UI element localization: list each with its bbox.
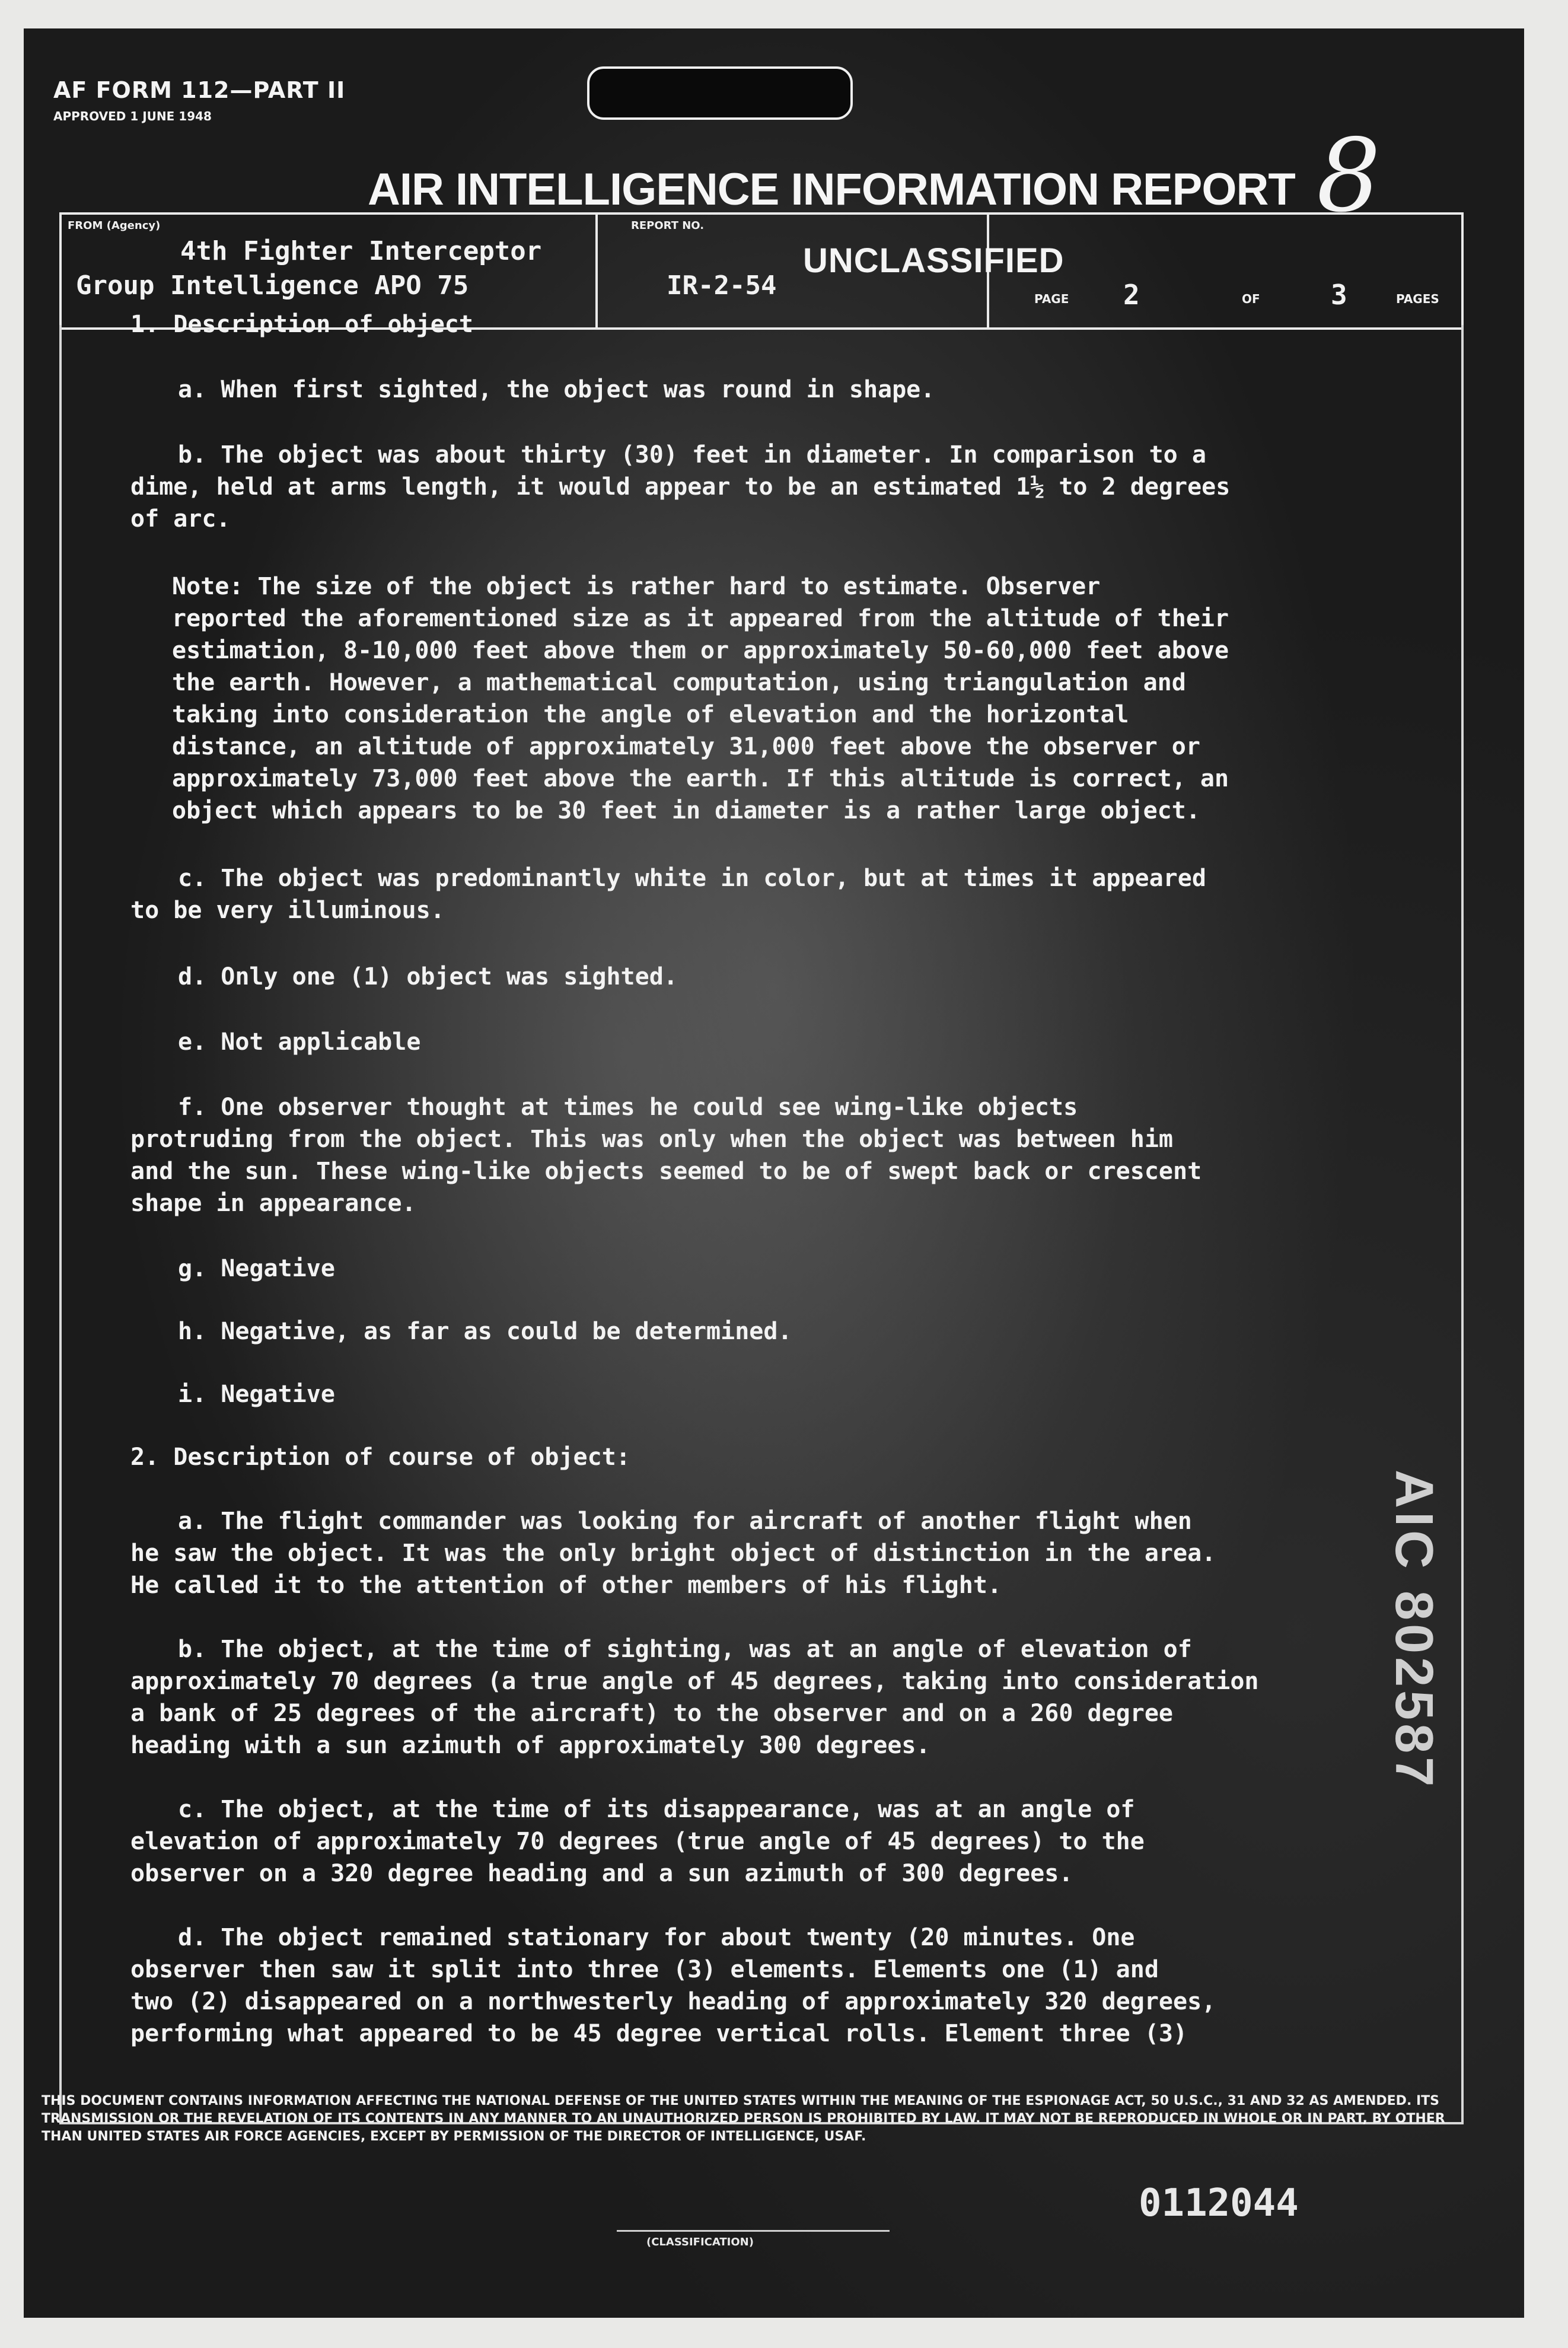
body-line: d. The object remained stationary for about twenty (20 minutes. One (178, 1924, 1135, 1951)
body-line: h. Negative, as far as could be determined. (178, 1318, 792, 1345)
note-line: Note: The size of the object is rather hard to estimate. Observer (172, 573, 1101, 600)
body-line: a bank of 25 degrees of the aircraft) to the observer and on a 260 degree (130, 1700, 1173, 1727)
note-line: the earth. However, a mathematical computation, using triangulation and (172, 669, 1186, 696)
body-line: protruding from the object. This was only when the object was between him (130, 1126, 1173, 1153)
note-line: taking into consideration the angle of elevation and the horizontal (172, 701, 1129, 728)
body-line: a. When first sighted, the object was round in shape. (178, 376, 935, 403)
side-accession-stamp (1384, 1470, 1491, 2003)
from-agency-line2: Group Intelligence APO 75 (76, 270, 469, 301)
note-line: reported the aforementioned size as it appeared from the altitude of their (172, 605, 1229, 632)
body-line: e. Not applicable (178, 1028, 421, 1056)
body-line: d. Only one (1) object was sighted. (178, 963, 678, 990)
handwritten-mark: 8 (1317, 117, 1381, 235)
body-line: a. The flight commander was looking for aircraft of another flight when (178, 1508, 1192, 1535)
body-line: c. The object was predominantly white in color, but at times it appeared (178, 865, 1206, 892)
body-line: and the sun. These wing-like objects seemed to be of swept back or crescent (130, 1158, 1202, 1185)
report-number-label: REPORT NO. (631, 219, 705, 232)
classification-label: (CLASSIFICATION) (646, 2236, 754, 2248)
body-line: b. The object was about thirty (30) feet in diameter. In comparison to a (178, 441, 1206, 469)
body-line: observer on a 320 degree heading and a sun azimuth of 300 degrees. (130, 1860, 1073, 1887)
note-line: object which appears to be 30 feet in diameter is a rather large object. (172, 797, 1200, 824)
body-line: approximately 70 degrees (a true angle of 45 degrees, taking into consideration (130, 1668, 1259, 1695)
section-heading: 1. Description of object (130, 311, 473, 338)
of-label: OF (1242, 292, 1260, 306)
espionage-act-notice: THIS DOCUMENT CONTAINS INFORMATION AFFECTING THE NATIONAL DEFENSE OF THE UNITED STATES WITHIN THE MEANING OF THE ESPIONAGE ACT, 50 U.S.C., 31 AND 32 AS AMENDED. ITS TRANSMISSION OR THE REVELATION OF ITS CONTENTS IN ANY MANNER TO AN UNAUTHORIZED PERSON IS PROHIBITED BY LAW. IT MAY NOT BE REPRODUCED IN WHOLE OR IN PART, BY OTHER THAN UNITED STATES AIR FORCE AGENCIES, EXCEPT BY PERMISSION OF THE DIRECTOR OF INTELLIGENCE, USAF. (42, 2094, 1445, 2144)
body-line: he saw the object. It was the only bright object of distinction in the area. (130, 1540, 1216, 1567)
page-total: 3 (1331, 279, 1347, 311)
body-line: shape in appearance. (130, 1190, 416, 1217)
from-label: FROM (Agency) (68, 219, 161, 232)
page-number: 2 (1123, 279, 1140, 311)
body-line: heading with a sun azimuth of approximately 300 degrees. (130, 1732, 930, 1759)
body-line: f. One observer thought at times he could see wing-like objects (178, 1094, 1078, 1121)
report-title: AIR INTELLIGENCE INFORMATION REPORT (368, 164, 1295, 215)
body-line: of arc. (130, 505, 231, 533)
body-line: to be very illuminous. (130, 897, 445, 924)
note-line: distance, an altitude of approximately 31,000 feet above the observer or (172, 733, 1200, 760)
form-approval-date: APPROVED 1 JUNE 1948 (53, 109, 212, 123)
note-line: approximately 73,000 feet above the earth. If this altitude is correct, an (172, 765, 1229, 792)
body-line: i. Negative (178, 1381, 335, 1408)
body-line: dime, held at arms length, it would appear to be an estimated 1½ to 2 degrees (130, 473, 1231, 501)
classification-rule (617, 2230, 890, 2232)
form-identifier: AF FORM 112—PART II (53, 77, 346, 103)
note-line: estimation, 8-10,000 feet above them or approximately 50-60,000 feet above (172, 637, 1229, 664)
document-page (24, 28, 1524, 2318)
report-number: IR-2-54 (667, 270, 777, 301)
body-line: g. Negative (178, 1255, 335, 1282)
body-line: two (2) disappeared on a northwesterly heading of approximately 320 degrees, (130, 1988, 1216, 2015)
body-line: elevation of approximately 70 degrees (true angle of 45 degrees) to the (130, 1828, 1145, 1855)
redacted-tab (587, 66, 853, 120)
pages-label: PAGES (1396, 292, 1439, 306)
body-line: He called it to the attention of other members of his flight. (130, 1572, 1002, 1599)
body-line: c. The object, at the time of its disappearance, was at an angle of (178, 1796, 1135, 1823)
document-number: 0112044 (1139, 2181, 1299, 2225)
body-line: b. The object, at the time of sighting, was at an angle of elevation of (178, 1636, 1192, 1663)
section-heading: 2. Description of course of object: (130, 1444, 630, 1471)
body-line: observer then saw it split into three (3) elements. Elements one (1) and (130, 1956, 1159, 1983)
from-agency-line1: 4th Fighter Interceptor (180, 236, 542, 266)
side-stamp-text: AIC 802587 (1384, 1470, 1443, 1791)
header-divider (595, 215, 598, 327)
body-line: performing what appeared to be 45 degree vertical rolls. Element three (3) (130, 2020, 1188, 2047)
page-label: PAGE (1034, 292, 1069, 306)
classification-stamp: UNCLASSIFIED (803, 241, 1065, 280)
